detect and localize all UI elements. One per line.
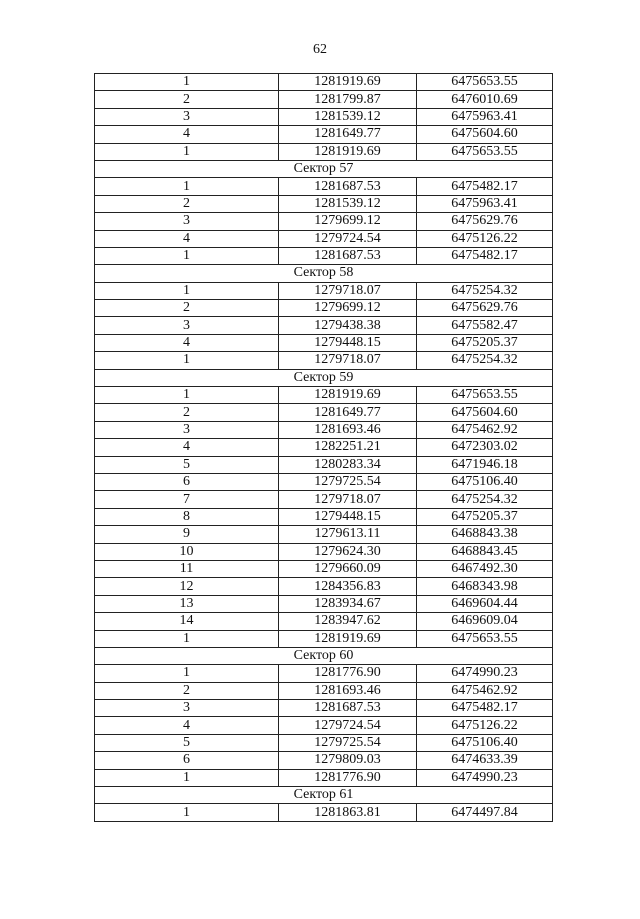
table-row — [95, 317, 553, 334]
y-coordinate-cell: 6475462.92 — [417, 682, 553, 699]
x-coordinate-cell: 1281919.69 — [279, 74, 417, 91]
point-number-cell: 1 — [95, 352, 279, 369]
point-number-cell: 4 — [95, 126, 279, 143]
x-coordinate-cell: 1281539.12 — [279, 195, 417, 212]
y-coordinate-cell: 6475254.32 — [417, 352, 553, 369]
x-coordinate-cell: 1279724.54 — [279, 230, 417, 247]
table-row — [95, 717, 553, 734]
table-row — [95, 613, 553, 630]
y-coordinate-cell: 6475254.32 — [417, 491, 553, 508]
x-coordinate-cell: 1281693.46 — [279, 682, 417, 699]
y-coordinate-cell: 6474633.39 — [417, 752, 553, 769]
table-row — [95, 769, 553, 786]
table-row — [95, 560, 553, 577]
x-coordinate-cell: 1283934.67 — [279, 595, 417, 612]
x-coordinate-cell: 1281776.90 — [279, 665, 417, 682]
x-coordinate-cell: 1279718.07 — [279, 282, 417, 299]
point-number-cell: 4 — [95, 717, 279, 734]
table-row — [95, 91, 553, 108]
y-coordinate-cell: 6475629.76 — [417, 213, 553, 230]
x-coordinate-cell: 1279624.30 — [279, 543, 417, 560]
point-number-cell: 10 — [95, 543, 279, 560]
point-number-cell: 3 — [95, 421, 279, 438]
point-number-cell: 7 — [95, 491, 279, 508]
point-number-cell: 4 — [95, 230, 279, 247]
x-coordinate-cell: 1281687.53 — [279, 178, 417, 195]
x-coordinate-cell: 1279438.38 — [279, 317, 417, 334]
table-row — [95, 213, 553, 230]
point-number-cell: 3 — [95, 108, 279, 125]
y-coordinate-cell: 6474497.84 — [417, 804, 553, 821]
y-coordinate-cell: 6475963.41 — [417, 108, 553, 125]
table-row — [95, 700, 553, 717]
point-number-cell: 6 — [95, 473, 279, 490]
y-coordinate-cell: 6469609.04 — [417, 613, 553, 630]
coordinates-table — [94, 73, 553, 822]
y-coordinate-cell: 6468843.38 — [417, 526, 553, 543]
y-coordinate-cell: 6474990.23 — [417, 665, 553, 682]
table-row — [95, 543, 553, 560]
table-row — [95, 595, 553, 612]
table-row — [95, 473, 553, 490]
x-coordinate-cell: 1281649.77 — [279, 404, 417, 421]
x-coordinate-cell: 1281687.53 — [279, 700, 417, 717]
y-coordinate-cell: 6475482.17 — [417, 700, 553, 717]
sector-header: Сектор 60 — [95, 647, 553, 664]
sector-header: Сектор 61 — [95, 787, 553, 804]
table-row — [95, 578, 553, 595]
table-row — [95, 526, 553, 543]
table-row — [95, 491, 553, 508]
point-number-cell: 3 — [95, 213, 279, 230]
point-number-cell: 1 — [95, 630, 279, 647]
y-coordinate-cell: 6475205.37 — [417, 508, 553, 525]
point-number-cell: 1 — [95, 387, 279, 404]
y-coordinate-cell: 6475482.17 — [417, 247, 553, 264]
point-number-cell: 4 — [95, 334, 279, 351]
point-number-cell: 2 — [95, 195, 279, 212]
point-number-cell: 9 — [95, 526, 279, 543]
sector-header-row — [95, 160, 553, 177]
point-number-cell: 4 — [95, 439, 279, 456]
point-number-cell: 1 — [95, 804, 279, 821]
y-coordinate-cell: 6475963.41 — [417, 195, 553, 212]
table-row — [95, 439, 553, 456]
y-coordinate-cell: 6475653.55 — [417, 387, 553, 404]
y-coordinate-cell: 6475482.17 — [417, 178, 553, 195]
table-row — [95, 421, 553, 438]
page-number: 62 — [313, 42, 327, 57]
y-coordinate-cell: 6475653.55 — [417, 143, 553, 160]
x-coordinate-cell: 1279725.54 — [279, 473, 417, 490]
x-coordinate-cell: 1281919.69 — [279, 630, 417, 647]
y-coordinate-cell: 6468343.98 — [417, 578, 553, 595]
x-coordinate-cell: 1281799.87 — [279, 91, 417, 108]
point-number-cell: 2 — [95, 404, 279, 421]
table-row — [95, 143, 553, 160]
y-coordinate-cell: 6475629.76 — [417, 300, 553, 317]
x-coordinate-cell: 1282251.21 — [279, 439, 417, 456]
y-coordinate-cell: 6475254.32 — [417, 282, 553, 299]
x-coordinate-cell: 1279613.11 — [279, 526, 417, 543]
x-coordinate-cell: 1279699.12 — [279, 213, 417, 230]
x-coordinate-cell: 1279448.15 — [279, 508, 417, 525]
sector-header: Сектор 57 — [95, 160, 553, 177]
x-coordinate-cell: 1281649.77 — [279, 126, 417, 143]
table-row — [95, 300, 553, 317]
x-coordinate-cell: 1281776.90 — [279, 769, 417, 786]
y-coordinate-cell: 6476010.69 — [417, 91, 553, 108]
table-row — [95, 247, 553, 264]
table-row — [95, 108, 553, 125]
point-number-cell: 1 — [95, 769, 279, 786]
y-coordinate-cell: 6475604.60 — [417, 126, 553, 143]
point-number-cell: 13 — [95, 595, 279, 612]
y-coordinate-cell: 6475653.55 — [417, 74, 553, 91]
table-row — [95, 456, 553, 473]
point-number-cell: 1 — [95, 178, 279, 195]
x-coordinate-cell: 1283947.62 — [279, 613, 417, 630]
table-row — [95, 387, 553, 404]
table-row — [95, 334, 553, 351]
x-coordinate-cell: 1279718.07 — [279, 491, 417, 508]
point-number-cell: 8 — [95, 508, 279, 525]
y-coordinate-cell: 6475653.55 — [417, 630, 553, 647]
point-number-cell: 5 — [95, 456, 279, 473]
table-row — [95, 74, 553, 91]
y-coordinate-cell: 6472303.02 — [417, 439, 553, 456]
coordinates-table-body — [95, 74, 553, 822]
point-number-cell: 11 — [95, 560, 279, 577]
x-coordinate-cell: 1281919.69 — [279, 387, 417, 404]
y-coordinate-cell: 6475462.92 — [417, 421, 553, 438]
table-row — [95, 508, 553, 525]
point-number-cell: 2 — [95, 682, 279, 699]
y-coordinate-cell: 6475106.40 — [417, 734, 553, 751]
x-coordinate-cell: 1284356.83 — [279, 578, 417, 595]
y-coordinate-cell: 6475582.47 — [417, 317, 553, 334]
point-number-cell: 5 — [95, 734, 279, 751]
x-coordinate-cell: 1279448.15 — [279, 334, 417, 351]
table-row — [95, 752, 553, 769]
table-row — [95, 665, 553, 682]
sector-header-row — [95, 787, 553, 804]
point-number-cell: 2 — [95, 91, 279, 108]
point-number-cell: 1 — [95, 143, 279, 160]
point-number-cell: 1 — [95, 247, 279, 264]
point-number-cell: 2 — [95, 300, 279, 317]
point-number-cell: 12 — [95, 578, 279, 595]
x-coordinate-cell: 1281539.12 — [279, 108, 417, 125]
table-row — [95, 178, 553, 195]
table-row — [95, 126, 553, 143]
y-coordinate-cell: 6475106.40 — [417, 473, 553, 490]
y-coordinate-cell: 6468843.45 — [417, 543, 553, 560]
point-number-cell: 1 — [95, 665, 279, 682]
x-coordinate-cell: 1279725.54 — [279, 734, 417, 751]
y-coordinate-cell: 6469604.44 — [417, 595, 553, 612]
x-coordinate-cell: 1279724.54 — [279, 717, 417, 734]
x-coordinate-cell: 1279718.07 — [279, 352, 417, 369]
point-number-cell: 3 — [95, 317, 279, 334]
sector-header: Сектор 58 — [95, 265, 553, 282]
point-number-cell: 1 — [95, 74, 279, 91]
y-coordinate-cell: 6475604.60 — [417, 404, 553, 421]
x-coordinate-cell: 1281687.53 — [279, 247, 417, 264]
point-number-cell: 14 — [95, 613, 279, 630]
sector-header-row — [95, 369, 553, 386]
x-coordinate-cell: 1279809.03 — [279, 752, 417, 769]
table-row — [95, 352, 553, 369]
sector-header-row — [95, 265, 553, 282]
point-number-cell: 6 — [95, 752, 279, 769]
point-number-cell: 3 — [95, 700, 279, 717]
x-coordinate-cell: 1281693.46 — [279, 421, 417, 438]
x-coordinate-cell: 1281863.81 — [279, 804, 417, 821]
table-row — [95, 734, 553, 751]
table-row — [95, 630, 553, 647]
y-coordinate-cell: 6475126.22 — [417, 717, 553, 734]
x-coordinate-cell: 1279660.09 — [279, 560, 417, 577]
point-number-cell: 1 — [95, 282, 279, 299]
sector-header-row — [95, 647, 553, 664]
table-row — [95, 682, 553, 699]
y-coordinate-cell: 6467492.30 — [417, 560, 553, 577]
table-row — [95, 404, 553, 421]
table-row — [95, 804, 553, 821]
table-row — [95, 230, 553, 247]
y-coordinate-cell: 6475126.22 — [417, 230, 553, 247]
table-row — [95, 195, 553, 212]
x-coordinate-cell: 1280283.34 — [279, 456, 417, 473]
y-coordinate-cell: 6475205.37 — [417, 334, 553, 351]
sector-header: Сектор 59 — [95, 369, 553, 386]
y-coordinate-cell: 6474990.23 — [417, 769, 553, 786]
table-row — [95, 282, 553, 299]
y-coordinate-cell: 6471946.18 — [417, 456, 553, 473]
x-coordinate-cell: 1281919.69 — [279, 143, 417, 160]
x-coordinate-cell: 1279699.12 — [279, 300, 417, 317]
